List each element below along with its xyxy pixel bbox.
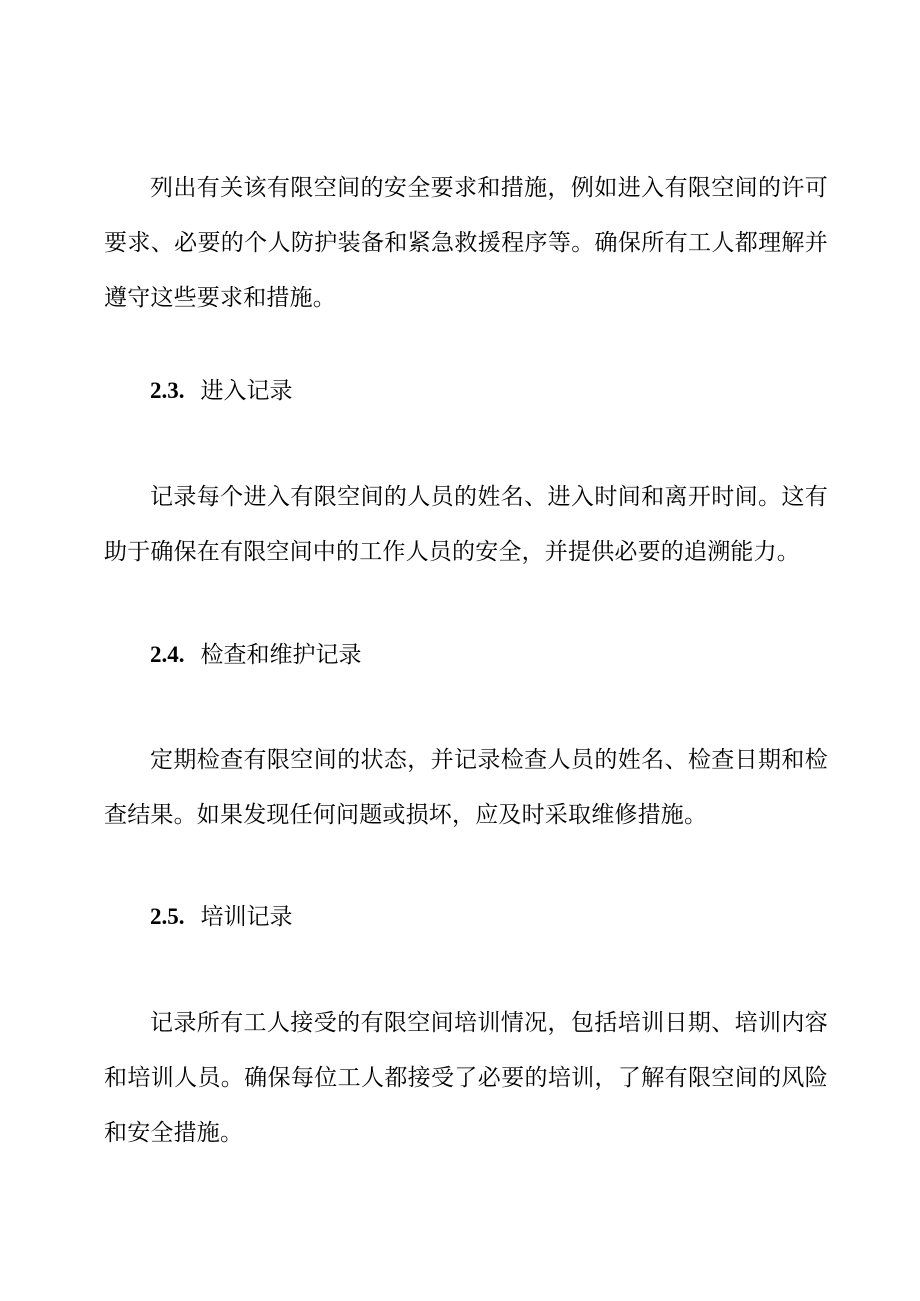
section-heading-training-record — [150, 900, 293, 934]
section-number: 2.3. — [150, 378, 185, 403]
section-heading-entry-record — [150, 374, 293, 408]
paragraph-inspection-record: 定期检查有限空间的状态，并记录检查人员的姓名、检查日期和检查结果。如果发现任何问题或损坏，应及时采取维修措施。 — [104, 747, 828, 828]
section-title: 进入记录 — [200, 378, 293, 404]
paragraph-entry-record: 记录每个进入有限空间的人员的姓名、进入时间和离开时间。这有助于确保在有限空间中的工作人员的安全，并提供必要的追溯能力。 — [104, 484, 828, 565]
section-number: 2.4. — [150, 642, 185, 667]
paragraph-safety-requirements: 列出有关该有限空间的安全要求和措施，例如进入有限空间的许可要求、必要的个人防护装备和紧急救援程序等。确保所有工人都理解并遵守这些要求和措施。 — [104, 175, 828, 311]
paragraph-training-record: 记录所有工人接受的有限空间培训情况，包括培训日期、培训内容和培训人员。确保每位工人都接受了必要的培训，了解有限空间的风险和安全措施。 — [104, 1010, 828, 1146]
section-heading-inspection-record — [150, 638, 362, 672]
section-title: 检查和维护记录 — [200, 642, 362, 668]
section-number: 2.5. — [150, 904, 185, 929]
section-title: 培训记录 — [200, 904, 293, 930]
